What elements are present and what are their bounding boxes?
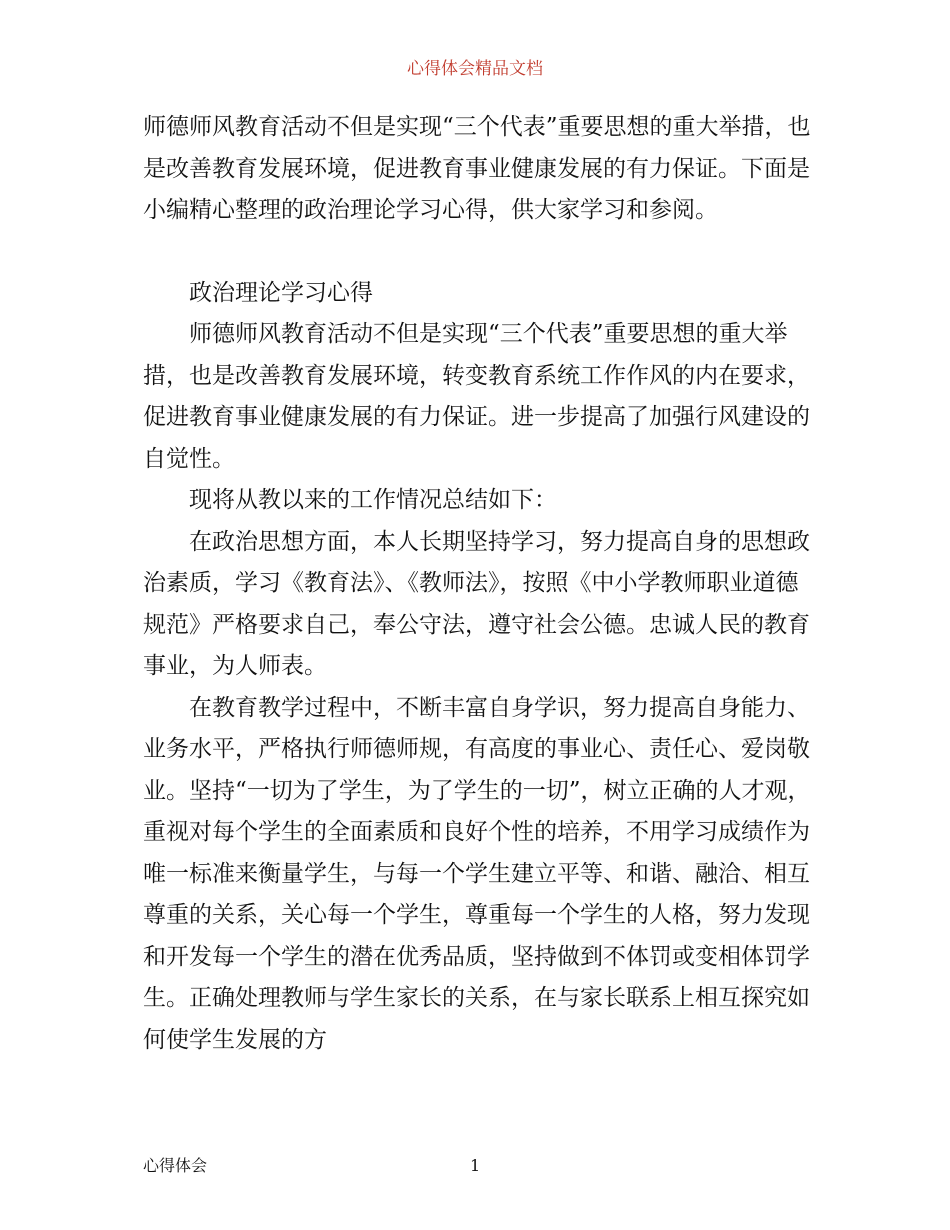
body-paragraph-1: 师德师风教育活动不但是实现“三个代表”重要思想的重大举措，也是改善教育发展环境，转变教育系统工作作风的内在要求，促进教育事业健康发展的有力保证。进一步提高了加强行风建设的自觉性。 bbox=[143, 321, 810, 472]
document-body bbox=[143, 107, 813, 1061]
page-number: 1 bbox=[470, 1156, 481, 1175]
section-title: 政治理论学习心得 bbox=[189, 279, 373, 306]
body-paragraph-3: 在政治思想方面，本人长期坚持学习，努力提高自身的思想政治素质，学习《教育法》、《教师法》，按照《中小学教师职业道德规范》严格要求自己，奉公守法，遵守社会公德。忠诚人民的教育事业，为人师表。 bbox=[143, 528, 810, 679]
body-paragraph-2: 现将从教以来的工作情况总结如下： bbox=[189, 487, 557, 513]
body-paragraph-4: 在教育教学过程中，不断丰富自身学识，努力提高自身能力、业务水平，严格执行师德师规，有高度的事业心、责任心、爱岗敬业。坚持“一切为了学生，为了学生的一切”，树立正确的人才观，重视对每个学生的全面素质和良好个性的培养，不用学习成绩作为唯一标准来衡量学生，与每一个学生建立平等、和谐、融洽、相互尊重的关系，关心每一个学生，尊重每一个学生的人格，努力发现和开发每一个学生的潜在优秀品质，坚持做到不体罚或变相体罚学生。正确处理教师与学生家长的关系，在与家长联系上相互探究如何使学生发展的方 bbox=[143, 694, 811, 1053]
paragraph-spacer bbox=[143, 232, 813, 273]
page-header-title: 心得体会精品文档 bbox=[407, 59, 543, 79]
intro-paragraph: 师德师风教育活动不但是实现“三个代表”重要思想的重大举措，也是改善教育发展环境，促进教育事业健康发展的有力保证。下面是小编精心整理的政治理论学习心得，供大家学习和参阅。 bbox=[143, 114, 811, 223]
footer-label: 心得体会 bbox=[143, 1156, 208, 1175]
